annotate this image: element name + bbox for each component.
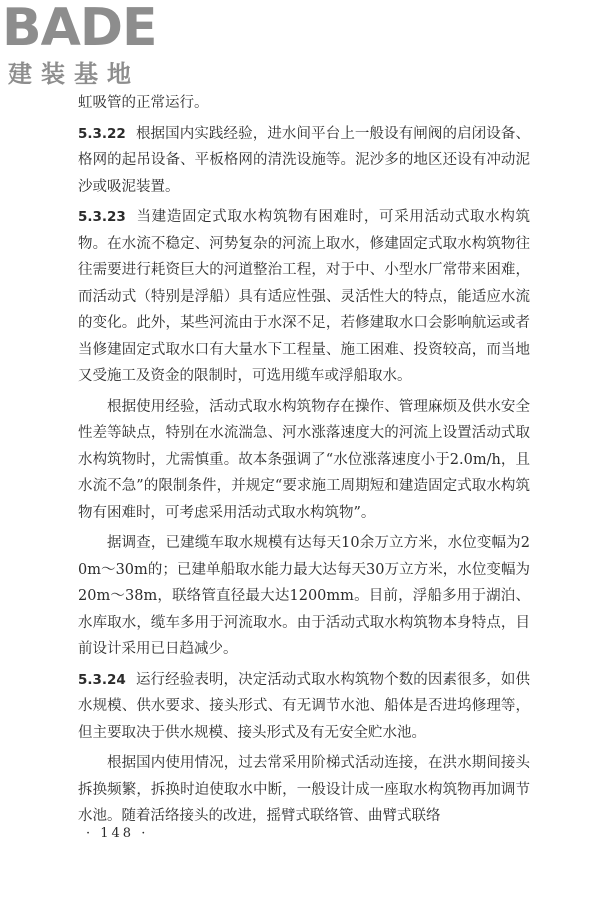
paragraph-text: 虹吸管的正常运行。 [78,95,209,111]
paragraph-text: 运行经验表明，决定活动式取水构筑物个数的因素很多，如供水规模、供水要求、接头形式、有无调节水池、船体是否进坞修理等，但主要取决于供水规模、接头形式及有无安全贮水池。 [78,671,530,741]
logo-brand: BADE [2,0,157,58]
paragraph [78,394,530,527]
clause-5-3-24 [78,667,530,747]
clause-5-3-22 [78,121,530,201]
logo-subtitle: 建装基地 [8,60,140,88]
watermark-logo [2,0,192,92]
page-body [78,90,530,834]
paragraph-text: 根据国内使用情况，过去常采用阶梯式活动连接，在洪水期间接头拆换频繁，拆换时迫使取水中断，一般设计成一座取水构筑物再加调节水池。随着活络接头的改进，摇臂式联络管、曲臂式联络 [78,755,530,824]
paragraph-continuation [78,90,530,117]
paragraph-text: 根据使用经验，活动式取水构筑物存在操作、管理麻烦及供水安全性差等缺点，特别在水流湍急、河水涨落速度大的河流上设置活动式取水构筑物时，尤需慎重。故本条强调了“水位涨落速度小于2.0m/h，且水流不急”的限制条件，并规定“要求施工周期短和建造固定式取水构筑物有困难时，可考虑采用活动式取水构筑物”。 [78,398,530,521]
clause-number: 5.3.22 [78,125,126,142]
paragraph-text: 根据国内实践经验，进水间平台上一般设有闸阀的启闭设备、格网的起吊设备、平板格网的清洗设施等。泥沙多的地区还设有冲动泥沙或吸泥装置。 [78,125,530,195]
paragraph-text: 当建造固定式取水构筑物有困难时，可采用活动式取水构筑物。在水流不稳定、河势复杂的河流上取水，修建固定式取水构筑物往往需要进行耗资巨大的河道整治工程，对于中、小型水厂常带来困难，而活动式（特别是浮船）具有适应性强、灵活性大的特点，能适应水流的变化。此外，某些河流由于水深不足，若修建取水口会影响航运或者当修建固定式取水口有大量水下工程量、施工困难、投资较高，而当地又受施工及资金的限制时，可选用缆车或浮船取水。 [78,209,530,384]
clause-5-3-23 [78,204,530,390]
page-number: · 148 · [86,826,149,841]
paragraph [78,750,530,830]
clause-number: 5.3.23 [78,209,126,225]
clause-number: 5.3.24 [78,671,126,688]
paragraph-text: 据调查，已建缆车取水规模有达每天10余万立方米，水位变幅为20m～30m的；已建单船取水能力最大达每天30万立方米，水位变幅为20m～38m，联络管直径最大达1200mm。目前，浮船多用于湖泊、水库取水，缆车多用于河流取水。由于活动式取水构筑物本身特点，目前设计采用已日趋减少。 [78,535,530,657]
paragraph [78,530,530,663]
